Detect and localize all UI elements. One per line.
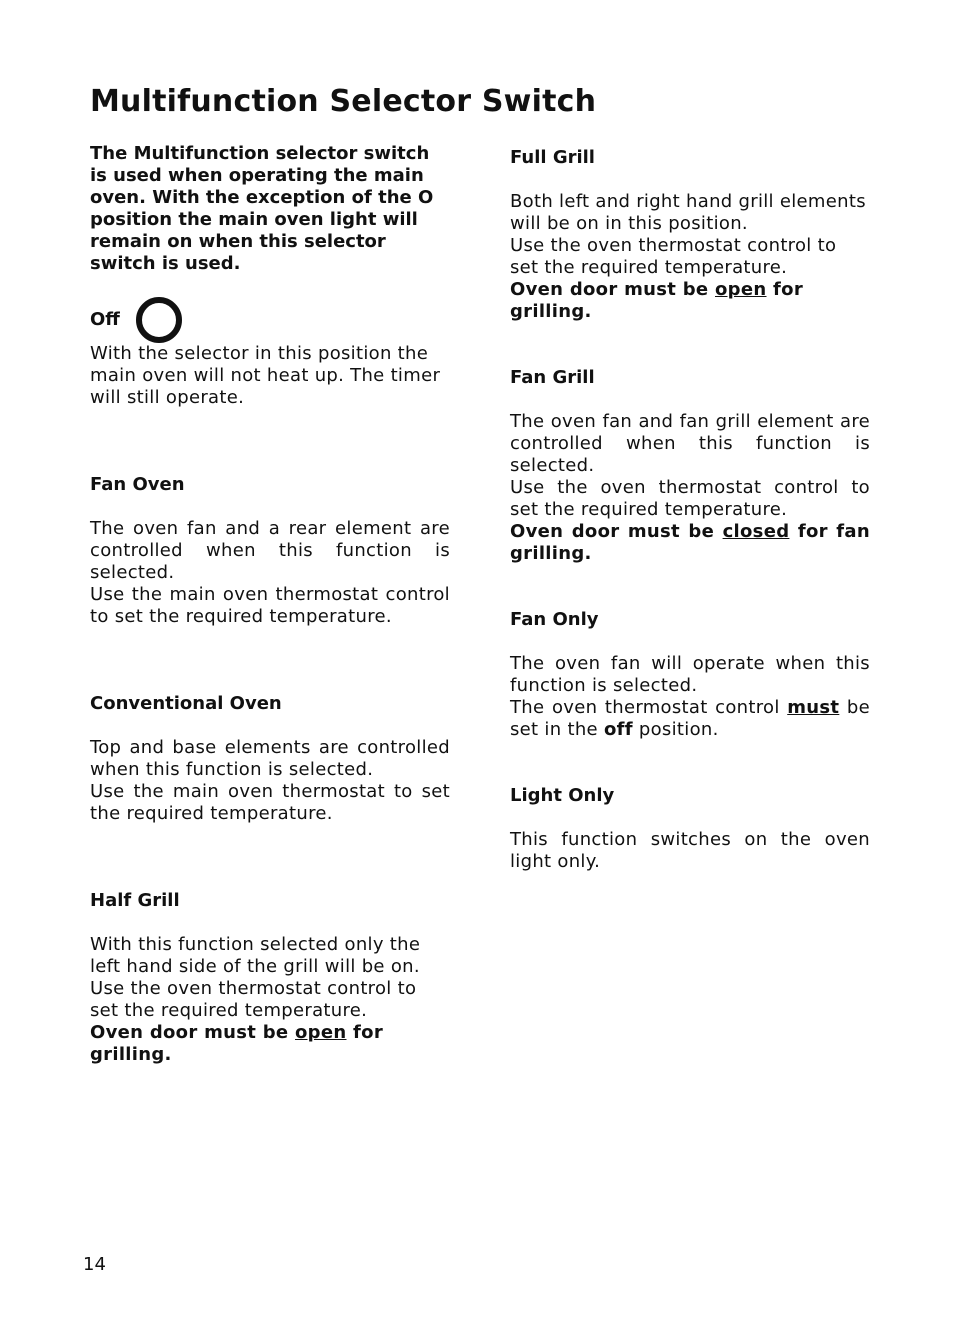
fan-only-body-2-mid: be set in the: [510, 697, 871, 740]
fan-oven-body-2: Use the main oven thermostat control to set the required temperature.: [90, 584, 450, 627]
fan-oven-heading: Fan Oven: [90, 474, 185, 495]
conventional-oven-heading: Conventional Oven: [90, 693, 282, 714]
half-grill-body-1: With this function selected only the left hand side of the grill will be on.: [90, 934, 421, 977]
fan-grill-door-post: for fan grilling.: [510, 521, 870, 564]
fan-grill-body-2: Use the oven thermostat control to set the required temperature.: [510, 477, 870, 520]
full-grill-body: [510, 191, 870, 323]
conventional-oven-body-2: Use the main oven thermostat to set the required temperature.: [90, 781, 450, 824]
fan-grill-body: [510, 411, 870, 565]
half-grill-door-key: open: [295, 1022, 347, 1043]
full-grill-door-note: [510, 279, 803, 322]
conventional-oven-body: [90, 737, 450, 825]
half-grill-body: [90, 934, 450, 1066]
fan-oven-body-1: The oven fan and a rear element are controlled when this function is selected.: [90, 518, 450, 583]
off-heading: Off: [90, 309, 120, 330]
conventional-oven-body-1: Top and base elements are controlled when this function is selected.: [90, 737, 450, 780]
fan-grill-door-key: closed: [722, 521, 790, 542]
fan-only-off: off: [603, 719, 633, 740]
half-grill-body-2: Use the oven thermostat control to set the required temperature.: [90, 978, 417, 1021]
light-only-heading: Light Only: [510, 785, 615, 806]
fan-oven-body: [90, 518, 450, 628]
page-number: 14: [83, 1254, 106, 1275]
fan-grill-body-1: The oven fan and fan grill element are controlled when this function is selected.: [510, 411, 870, 476]
light-only-body: This function switches on the oven light only.: [510, 829, 870, 872]
half-grill-door-pre: Oven door must be: [90, 1022, 295, 1043]
full-grill-body-1: Both left and right hand grill elements will be on in this position.: [510, 191, 866, 234]
half-grill-heading: Half Grill: [90, 890, 180, 911]
off-section-heading: [90, 297, 450, 343]
page-title: Multifunction Selector Switch: [90, 84, 597, 119]
full-grill-door-pre: Oven door must be: [510, 279, 715, 300]
off-position-circle-icon: [136, 297, 182, 343]
off-body: With the selector in this position the main oven will not heat up. The timer will still operate.: [90, 343, 441, 408]
fan-grill-door-pre: Oven door must be: [510, 521, 723, 542]
fan-only-must: must: [787, 697, 840, 718]
fan-only-body-1: The oven fan will operate when this function is selected.: [510, 653, 870, 696]
full-grill-door-post: for grilling.: [510, 279, 804, 322]
fan-only-body-2-pre: The oven thermostat control: [510, 697, 788, 718]
full-grill-door-key: open: [715, 279, 767, 300]
full-grill-body-2: Use the oven thermostat control to set the required temperature.: [510, 235, 837, 278]
right-column: [510, 147, 870, 873]
fan-only-body: [510, 653, 870, 741]
half-grill-door-post: for grilling.: [90, 1022, 384, 1065]
fan-grill-door-note: [510, 521, 870, 564]
half-grill-door-note: [90, 1022, 383, 1065]
full-grill-heading: Full Grill: [510, 147, 595, 168]
intro-text: The Multifunction selector switch is used when operating the main oven. With the exception of the O position the main oven light will remain on when this selector switch is used.: [90, 143, 434, 274]
fan-only-heading: Fan Only: [510, 609, 599, 630]
fan-only-body-2-post: position.: [632, 719, 719, 740]
left-column: [90, 143, 450, 1066]
fan-grill-heading: Fan Grill: [510, 367, 595, 388]
